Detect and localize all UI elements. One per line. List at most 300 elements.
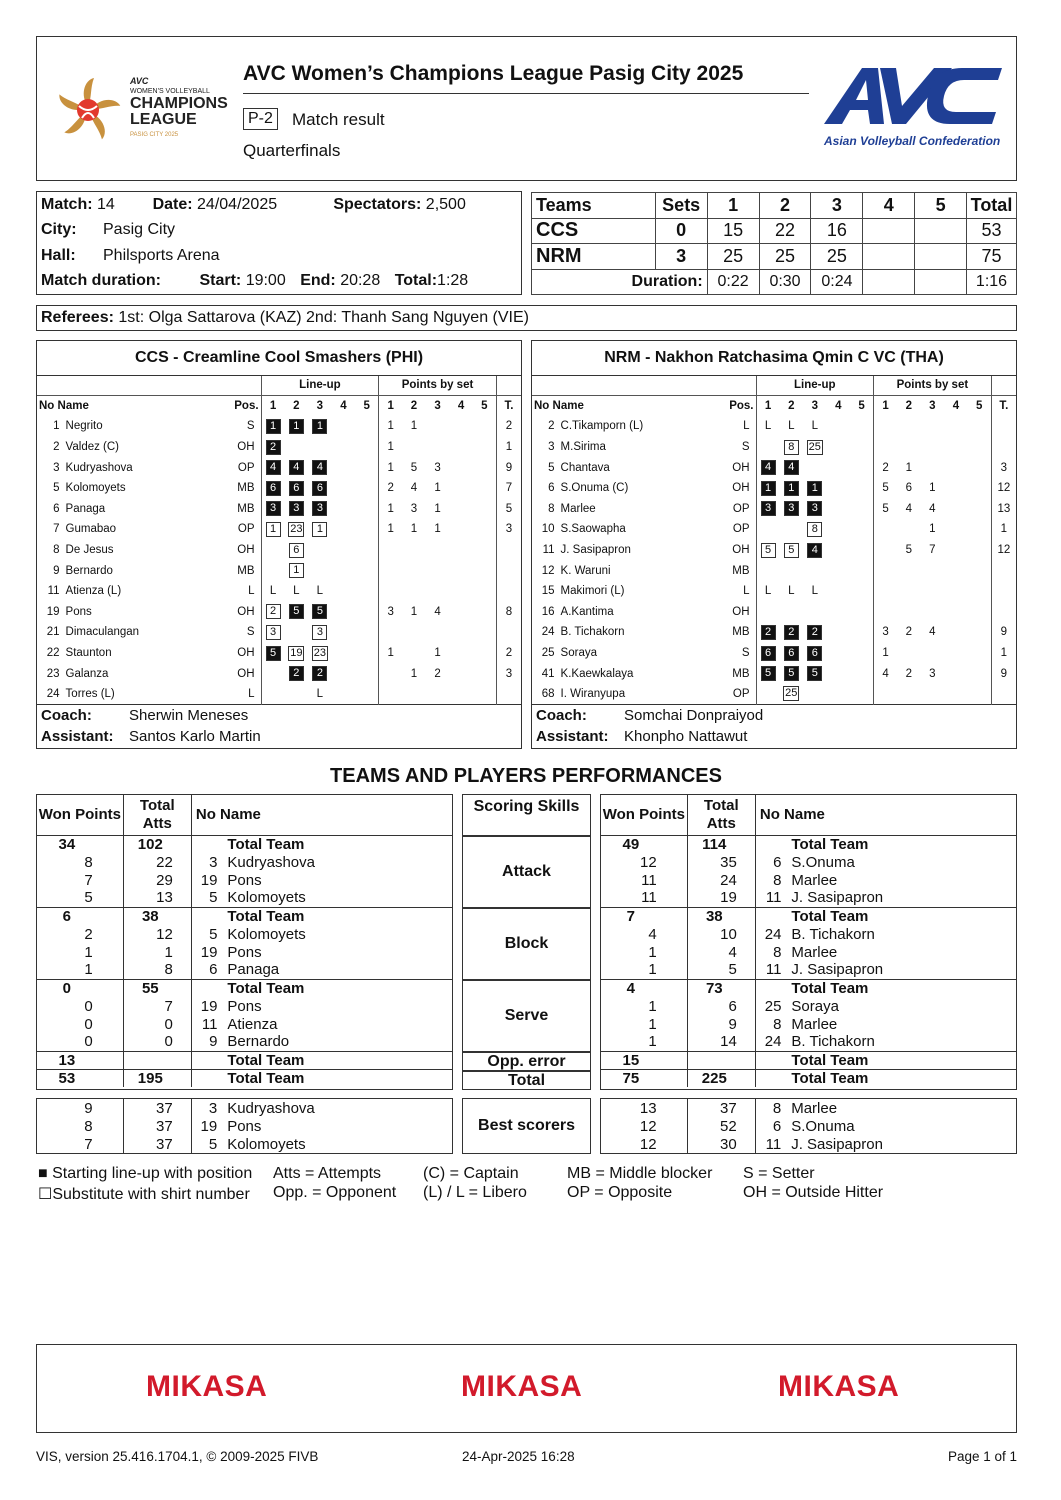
player-name: S.Onuma (C) <box>560 482 629 495</box>
spectators-label: Spectators: <box>333 195 422 213</box>
points-set: 1 <box>379 499 403 520</box>
points-set <box>874 684 898 705</box>
substitute-number: 3 <box>266 625 281 640</box>
skill-total: Total <box>462 1071 591 1090</box>
won-points: 0 <box>37 1015 123 1033</box>
won-points: 1 <box>37 961 123 979</box>
best-scorer-row <box>37 1099 452 1117</box>
player-number: 6 <box>548 482 555 495</box>
set-header: 2 <box>788 400 795 413</box>
best-scorers-table <box>37 1099 452 1153</box>
player-name: I. Wiranyupa <box>560 687 626 700</box>
points-set <box>897 684 921 705</box>
player-row <box>37 943 452 961</box>
starting-position: 2 <box>289 666 304 681</box>
player-position: OH <box>732 605 750 618</box>
points-total: 3 <box>991 457 1016 478</box>
score-header-set4: 4 <box>863 193 915 219</box>
starting-position: 2 <box>761 625 776 640</box>
player-name: J. Sasipapron <box>791 961 884 979</box>
player-name: Atienza <box>227 1015 278 1033</box>
player-position: OH <box>732 544 750 557</box>
points-set <box>921 437 945 458</box>
player-position: OP <box>237 523 255 536</box>
won-points: 8 <box>37 853 123 871</box>
player-row <box>37 1015 452 1033</box>
points-set: 1 <box>434 647 441 660</box>
points-set <box>968 519 992 540</box>
points-set: 1 <box>929 523 936 536</box>
player-number: 6 <box>773 853 782 871</box>
points-set <box>921 457 945 478</box>
points-set <box>379 684 403 705</box>
player-number: 11 <box>765 1135 782 1153</box>
player-name: Valdez (C) <box>65 441 120 454</box>
points-set <box>968 602 992 623</box>
total-atts: 195 <box>123 1069 191 1087</box>
total-team-label: Total Team <box>785 1069 1016 1087</box>
player-row <box>532 684 1016 705</box>
libero-marker: L <box>764 420 772 433</box>
player-name: Gumabao <box>65 523 117 536</box>
roster-table <box>37 341 521 747</box>
won-points: 0 <box>37 1033 123 1051</box>
total-atts: 35 <box>687 853 755 871</box>
libero-marker: L <box>269 585 277 598</box>
coach-label: Coach: <box>41 706 92 724</box>
match-info-box <box>36 191 522 295</box>
player-number: 25 <box>541 647 555 660</box>
player-number: 23 <box>46 667 60 680</box>
won-points: 1 <box>601 961 687 979</box>
starting-position: 6 <box>761 646 776 661</box>
player-position: S <box>246 420 255 433</box>
points-set: 1 <box>379 416 403 437</box>
points-set <box>426 622 450 643</box>
points-set <box>968 499 992 520</box>
points-set <box>921 643 945 664</box>
set-header: 3 <box>811 400 818 413</box>
player-position: MB <box>732 564 750 577</box>
player-position: OP <box>237 461 255 474</box>
set-header: 3 <box>316 400 324 413</box>
points-set: 5 <box>874 499 898 520</box>
player-row <box>601 871 1016 889</box>
player-name: C.Tikamporn (L) <box>560 420 644 433</box>
assistant-label: Assistant: <box>41 727 114 745</box>
points-set <box>473 560 497 581</box>
points-total: 7 <box>496 478 521 499</box>
starting-position: 6 <box>312 481 327 496</box>
player-position: L <box>248 585 255 598</box>
score-sets: 3 <box>655 244 707 270</box>
points-total <box>991 602 1016 623</box>
score-header-set1: 1 <box>707 193 759 219</box>
points-set <box>449 416 473 437</box>
starting-position: 5 <box>289 604 304 619</box>
total-team-label: Total Team <box>221 979 452 997</box>
score-header-sets: Sets <box>655 193 707 219</box>
player-number: 3 <box>208 1099 218 1117</box>
total-atts: 38 <box>687 907 755 925</box>
starting-position: 2 <box>784 625 799 640</box>
points-set <box>897 602 921 623</box>
starting-position: 6 <box>289 481 304 496</box>
won-points: 12 <box>601 853 687 871</box>
player-name: Kolomoyets <box>227 1135 306 1153</box>
player-name: Marlee <box>791 871 838 889</box>
player-row <box>601 1033 1016 1051</box>
player-name: Pons <box>227 1117 262 1135</box>
player-name: Marlee <box>560 502 596 515</box>
won-points: 12 <box>601 1117 687 1135</box>
set-header: 5 <box>858 400 865 413</box>
points-set: 1 <box>929 482 936 495</box>
player-name: Kolomoyets <box>65 482 126 495</box>
substitute-number: 8 <box>784 440 799 455</box>
points-set <box>449 437 473 458</box>
player-number: 3 <box>548 441 555 454</box>
player-number: 5 <box>208 1135 218 1153</box>
player-number: 25 <box>764 997 782 1015</box>
player-number: 5 <box>53 482 60 495</box>
points-set <box>449 663 473 684</box>
starting-position: 1 <box>289 419 304 434</box>
player-number: 19 <box>200 1117 218 1135</box>
player-position: OH <box>732 482 750 495</box>
substitute-number: 1 <box>312 522 327 537</box>
player-number: 19 <box>46 605 60 618</box>
points-total: 2 <box>496 643 521 664</box>
player-position: L <box>743 420 750 433</box>
points-set <box>944 622 968 643</box>
performance-title: TEAMS AND PLAYERS PERFORMANCES <box>330 765 722 787</box>
libero-marker: L <box>811 420 818 433</box>
player-row <box>532 519 1016 540</box>
points-set <box>897 416 921 437</box>
duration-total: 1:16 <box>967 269 1017 295</box>
score-set3: 16 <box>811 218 863 244</box>
total-team-row <box>37 1069 452 1087</box>
player-row <box>37 622 521 643</box>
player-number: 5 <box>209 889 218 907</box>
player-position: S <box>246 626 255 639</box>
points-total <box>496 581 521 602</box>
score-set2: 25 <box>759 244 811 270</box>
total-atts: 55 <box>123 979 191 997</box>
player-name: Pons <box>227 871 262 889</box>
libero-marker: L <box>316 585 324 598</box>
points-set <box>379 622 403 643</box>
points-set <box>449 457 473 478</box>
won-points: 49 <box>601 835 687 853</box>
starting-position: 4 <box>807 543 822 558</box>
won-points: 15 <box>601 1051 687 1069</box>
points-set <box>944 499 968 520</box>
team-title: NRM - Nakhon Ratchasima Qmin C VC (THA) <box>532 341 1016 375</box>
player-name: K.Kaewkalaya <box>560 667 634 680</box>
total-team-label: Total Team <box>221 907 452 925</box>
total-atts: 102 <box>123 835 191 853</box>
hall-label: Hall: <box>41 246 76 264</box>
player-row <box>37 643 521 664</box>
points-set: 6 <box>905 482 913 495</box>
score-set4 <box>863 218 915 244</box>
performance-table <box>37 795 452 1087</box>
player-name: M.Sirima <box>560 441 606 454</box>
set-header: 3 <box>929 400 936 413</box>
player-position: OH <box>237 441 255 454</box>
won-points: 34 <box>37 835 123 853</box>
points-set <box>473 457 497 478</box>
won-points: 2 <box>37 925 123 943</box>
logo-line2: CHAMPIONS <box>130 95 228 112</box>
player-number: 6 <box>209 961 218 979</box>
substitute-number: 6 <box>289 543 304 558</box>
set-header: 3 <box>434 400 441 413</box>
player-number: 19 <box>200 871 218 889</box>
points-set <box>473 602 497 623</box>
won-points: 9 <box>37 1099 123 1117</box>
player-name: Marlee <box>791 1015 838 1033</box>
total-team-row <box>37 1051 452 1069</box>
points-set: 3 <box>929 667 936 680</box>
points-set <box>449 643 473 664</box>
player-position: MB <box>237 482 255 495</box>
points-set <box>874 519 898 540</box>
points-set <box>449 602 473 623</box>
lineup-header: Line-up <box>756 375 874 396</box>
player-number: 24 <box>764 925 782 943</box>
no-name-header: No Name <box>39 400 89 413</box>
best-scorers-table <box>601 1099 1016 1153</box>
legend-item: Opp. = Opponent <box>273 1184 397 1201</box>
score-row-nrm <box>532 244 1017 270</box>
won-points: 13 <box>37 1051 123 1069</box>
player-number <box>191 907 221 925</box>
player-position: L <box>743 585 750 598</box>
points-set <box>944 478 968 499</box>
total-atts: 0 <box>123 1015 191 1033</box>
player-number: 11 <box>47 585 60 598</box>
points-set <box>449 499 473 520</box>
team-title: CCS - Creamline Cool Smashers (PHI) <box>37 341 521 375</box>
total-team-row <box>37 835 452 853</box>
points-total: 1 <box>496 437 521 458</box>
starting-position: 3 <box>807 501 822 516</box>
points-set <box>968 684 992 705</box>
phase: Quarterfinals <box>243 141 341 160</box>
points-set <box>944 643 968 664</box>
points-total <box>991 416 1016 437</box>
points-set <box>473 416 497 437</box>
won-points: 5 <box>37 889 123 907</box>
coach-name: Sherwin Meneses <box>129 706 249 724</box>
points-set <box>944 437 968 458</box>
player-number: 11 <box>542 544 555 557</box>
points-set: 1 <box>410 523 418 536</box>
player-position: OH <box>732 461 750 474</box>
points-total: 2 <box>496 416 521 437</box>
start-value: 19:00 <box>245 272 286 290</box>
coach-name: Somchai Donpraiyod <box>624 706 764 724</box>
player-number: 9 <box>53 564 60 577</box>
league-flower-icon <box>48 72 128 152</box>
substitute-number: 25 <box>785 687 798 700</box>
libero-marker: L <box>811 585 818 598</box>
legend-item: ■ Starting line-up with position <box>38 1165 253 1182</box>
footer-version: VIS, version 25.416.1704.1, © 2009-2025 FIVB <box>36 1449 319 1464</box>
duration-label: Duration: <box>532 269 708 295</box>
points-set <box>426 560 450 581</box>
player-name: Kudryashova <box>227 853 315 871</box>
set-header: 2 <box>905 400 913 413</box>
lineup-header: Line-up <box>261 375 379 396</box>
assistant-name: Santos Karlo Martin <box>129 727 261 745</box>
points-total <box>496 540 521 561</box>
total-team-row <box>601 835 1016 853</box>
total-team-label: Total Team <box>227 835 305 853</box>
points-set: 1 <box>905 461 913 474</box>
referees-text: 1st: Olga Sattarova (KAZ) 2nd: Thanh Sang Nguyen (VIE) <box>118 309 529 326</box>
best-scorers-nrm <box>600 1098 1017 1154</box>
player-row <box>532 622 1016 643</box>
total-atts: 12 <box>123 925 191 943</box>
player-row <box>37 499 521 520</box>
player-number: 8 <box>773 943 782 961</box>
total-atts: 1 <box>123 943 191 961</box>
end-label: End: <box>300 272 336 290</box>
player-row <box>532 560 1016 581</box>
best-scorers-label: Best scorers <box>462 1098 591 1154</box>
starting-position: 4 <box>761 460 776 475</box>
points-set: 5 <box>905 544 913 557</box>
points-set <box>473 643 497 664</box>
player-number: 11 <box>201 1015 218 1033</box>
duration-set4 <box>863 269 915 295</box>
player-name: A.Kantima <box>560 605 614 618</box>
score-header-set2: 2 <box>759 193 811 219</box>
total-team-label: Total Team <box>785 907 1016 925</box>
score-set4 <box>863 244 915 270</box>
total-atts: 8 <box>123 961 191 979</box>
player-number: 19 <box>200 997 218 1015</box>
total-label: Total: <box>394 272 438 290</box>
player-number: 10 <box>541 523 555 536</box>
roster-table <box>532 341 1016 747</box>
total-atts: 30 <box>687 1135 755 1153</box>
points-set <box>473 437 497 458</box>
logo-avc-small: AVC <box>130 76 149 86</box>
player-number: 68 <box>541 687 555 700</box>
points-set <box>921 684 945 705</box>
player-number: 7 <box>53 523 60 536</box>
player-name: Negrito <box>65 420 103 433</box>
starting-position: 4 <box>784 460 799 475</box>
player-number <box>755 979 785 997</box>
player-name: B. Tichakorn <box>560 626 625 639</box>
score-table <box>531 192 1017 295</box>
points-set <box>379 540 403 561</box>
total-team-row <box>601 1069 1016 1087</box>
perf-table-nrm <box>600 794 1017 1090</box>
starting-position: 1 <box>312 419 327 434</box>
points-set: 1 <box>379 643 403 664</box>
player-number: 1 <box>53 420 60 433</box>
player-position: MB <box>732 626 750 639</box>
points-set <box>473 519 497 540</box>
total-atts-header: Total Atts <box>687 795 755 835</box>
avc-caption: Asian Volleyball Confederation <box>824 134 1001 148</box>
libero-marker: L <box>316 687 324 700</box>
points-set <box>897 437 921 458</box>
points-set: 1 <box>874 643 898 664</box>
points-set <box>473 499 497 520</box>
points-set: 1 <box>379 519 403 540</box>
points-set <box>968 457 992 478</box>
points-set <box>874 437 898 458</box>
points-set <box>874 540 898 561</box>
total-atts: 114 <box>687 835 755 853</box>
points-set <box>921 560 945 581</box>
points-set: 1 <box>410 420 418 433</box>
duration-set5 <box>915 269 967 295</box>
points-set <box>402 437 426 458</box>
starting-position: 4 <box>266 460 281 475</box>
player-number: 3 <box>53 461 60 474</box>
total-atts: 225 <box>687 1069 755 1087</box>
starting-position: 6 <box>784 646 799 661</box>
match-label: Match: <box>41 195 93 213</box>
player-name: J. Sasipapron <box>791 1135 883 1153</box>
points-set: 4 <box>410 482 418 495</box>
player-name: Makimori (L) <box>560 585 625 598</box>
player-number: 16 <box>541 605 555 618</box>
total-atts: 37 <box>123 1099 191 1117</box>
points-set <box>874 581 898 602</box>
starting-position: 3 <box>312 501 327 516</box>
points-total: 5 <box>496 499 521 520</box>
points-set: 1 <box>379 437 403 458</box>
starting-position: 1 <box>266 419 281 434</box>
player-row <box>532 478 1016 499</box>
starting-position: 2 <box>266 440 281 455</box>
logo-line4: PASIG CITY 2025 <box>130 132 179 138</box>
player-name: Staunton <box>65 647 112 660</box>
points-total <box>496 622 521 643</box>
doc-code: P-2 <box>243 108 278 130</box>
player-name: Kudryashova <box>227 1099 315 1117</box>
player-position: OP <box>732 523 750 536</box>
logo-line3: LEAGUE <box>130 111 197 128</box>
skill-block: Block <box>462 908 591 980</box>
player-row <box>532 581 1016 602</box>
score-set1: 25 <box>707 244 759 270</box>
player-position: OH <box>237 605 255 618</box>
player-name: Panaga <box>227 961 280 979</box>
player-row <box>601 1015 1016 1033</box>
substitute-number: 23 <box>313 646 326 659</box>
total-team-row <box>601 1051 1016 1069</box>
player-row <box>37 540 521 561</box>
player-number: 11 <box>765 961 782 979</box>
player-number: 8 <box>773 871 782 889</box>
total-team-label: Total Team <box>791 835 869 853</box>
libero-marker: L <box>788 420 795 433</box>
total-atts: 13 <box>123 889 191 907</box>
player-row <box>601 925 1016 943</box>
spectators-value: 2,500 <box>425 195 466 213</box>
